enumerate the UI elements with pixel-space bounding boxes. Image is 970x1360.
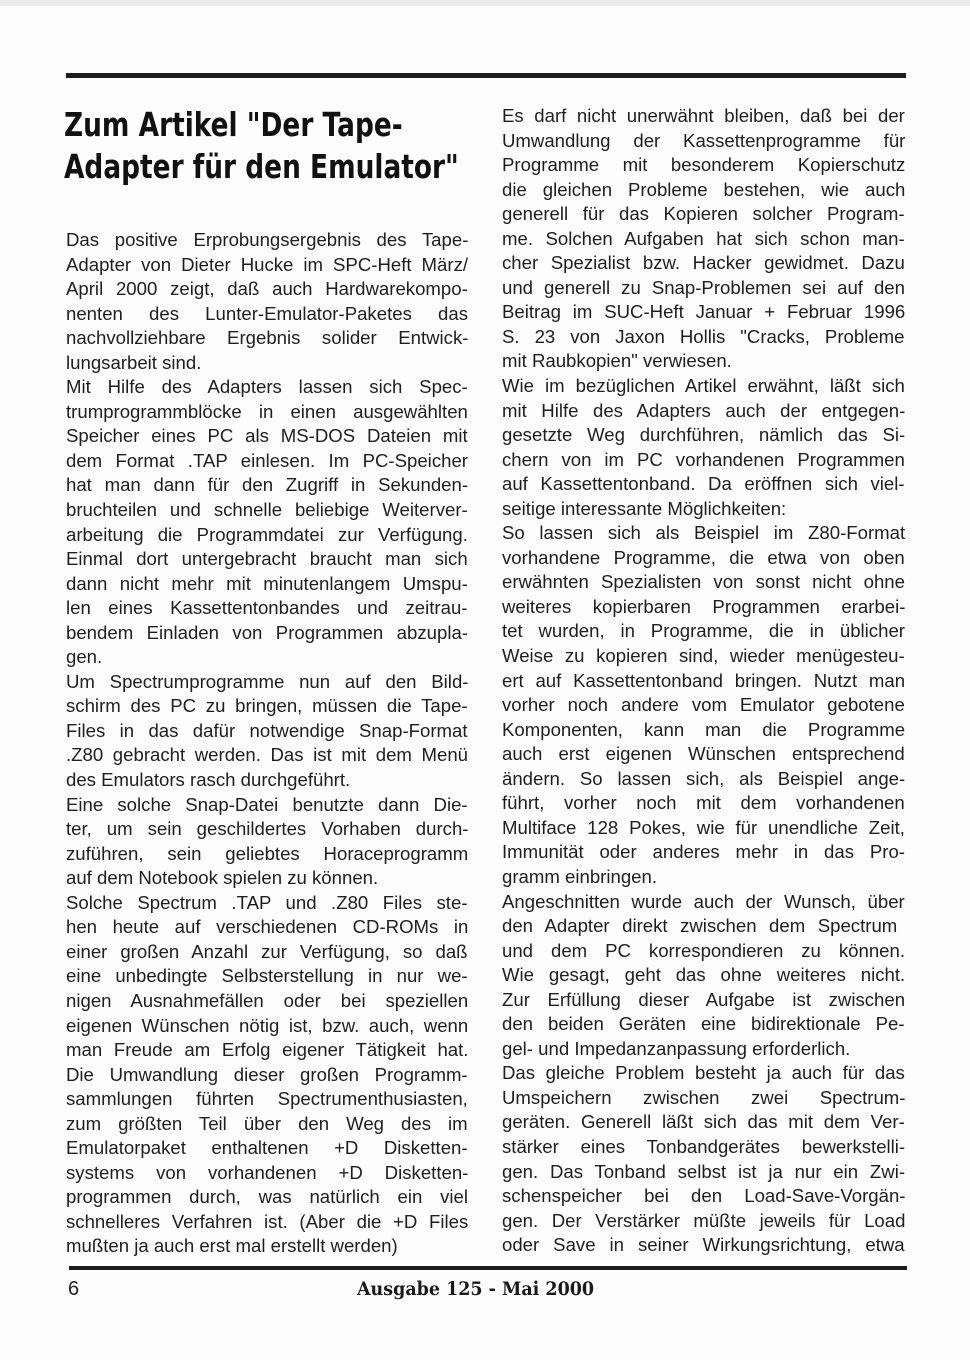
text-line: vorher noch andere vom Emulator gebotene xyxy=(502,694,905,716)
page-number: 6 xyxy=(68,1278,80,1300)
text-line: mußten ja auch erst mal erstellt werden) xyxy=(66,1235,398,1257)
text-line: len eines Kassettentonbandes und zeitrau- xyxy=(66,597,468,619)
text-line: Das positive Erprobungsergebnis des Tape- xyxy=(66,229,469,250)
text-line: gen. Das Tonband selbst ist ja nur ein Zwi- xyxy=(502,1160,906,1182)
text-line: Emulatorpaket enthaltenen +D Disketten- xyxy=(66,1137,468,1159)
left-column-text xyxy=(66,228,468,1259)
text-line: systems von vorhandenen +D Disketten- xyxy=(66,1161,469,1183)
text-line: hat man dann für den Zugriff in Sekunden- xyxy=(66,474,469,496)
text-line: generell für das Kopieren solcher Program- xyxy=(502,203,905,225)
text-line: sammlungen führten Spectrumenthusiasten, xyxy=(66,1088,468,1110)
text-line: Programme mit besonderem Kopierschutz xyxy=(502,154,906,176)
text-line: mit Raubkopien" verwiesen. xyxy=(502,350,732,372)
text-line: schenspeicher bei den Load-Save-Vorgän- xyxy=(502,1185,906,1207)
text-line: gel- und Impedanzanpassung erforderlich. xyxy=(502,1037,851,1059)
text-line: Wie im bezüglichen Artikel erwähnt, läßt sich xyxy=(502,375,905,397)
text-line: und generell zu Snap-Problemen sei auf den xyxy=(502,276,905,298)
text-line: Einmal dort untergebracht braucht man sich xyxy=(66,548,468,570)
text-line: nachvollziehbare Ergebnis solider Entwick- xyxy=(66,327,469,349)
article-title-line: Adapter für den Emulator" xyxy=(64,147,459,186)
text-line: Angeschnitten wurde auch der Wunsch, über xyxy=(502,890,905,912)
issue-label: Ausgabe 125 - Mai 2000 xyxy=(357,1278,595,1300)
text-line: führt, vorher noch mit dem vorhandenen xyxy=(502,792,905,814)
text-line: gen. xyxy=(66,646,103,668)
text-line: Umspeichern zwischen zwei Spectrum- xyxy=(502,1086,906,1108)
text-line: bendem Einladen von Programmen abzupla- xyxy=(66,621,468,643)
text-line: dann nicht mehr mit minutenlangem Umspu- xyxy=(66,572,468,594)
text-line: einer großen Anzahl zur Verfügung, so daß xyxy=(66,940,468,962)
text-line: ter, um sein geschildertes Vorhaben durch- xyxy=(66,818,469,840)
text-line: zum größten Teil über den Weg des im xyxy=(66,1112,468,1134)
text-line: tet wurden, in Programme, die in üblicher xyxy=(502,620,905,642)
footer-rule xyxy=(69,1266,907,1270)
text-line: Komponenten, kann man die Programme xyxy=(502,718,906,740)
text-line: Das gleiche Problem besteht ja auch für das xyxy=(502,1062,905,1084)
text-line: Beitrag im SUC-Heft Januar + Februar 1996 xyxy=(502,301,906,323)
text-line: hen heute auf verschiedenen CD-ROMs in xyxy=(66,916,469,938)
text-line: cher Spezialist bzw. Hacker gewidmet. Dazu xyxy=(502,252,905,274)
article-title xyxy=(64,104,459,188)
text-line: zuführen, sein geliebtes Horaceprogramm xyxy=(66,842,469,864)
text-line: den Adapter direkt zwischen dem Spectrum xyxy=(502,915,898,937)
text-line: programmen durch, was natürlich ein viel xyxy=(66,1186,468,1208)
text-line: auch erst eigenen Wünschen entsprechend xyxy=(502,743,905,765)
text-line: und dem PC korrespondieren zu können. xyxy=(502,939,906,961)
text-line: gesetzte Weg durchführen, nämlich das Si- xyxy=(502,424,906,446)
text-line: Es darf nicht unerwähnt bleiben, daß bei der xyxy=(502,105,905,126)
text-line: Mit Hilfe des Adapters lassen sich Spec- xyxy=(66,376,468,398)
text-line: ändern. So lassen sich, als Beispiel ange- xyxy=(502,767,906,789)
text-line: gramm einbringen. xyxy=(502,865,658,887)
text-line: chern von im PC vorhandenen Programmen xyxy=(502,448,905,470)
text-line: auf Kassettentonband. Da eröffnen sich viel- xyxy=(502,473,905,495)
text-line: nigen Ausnahmefällen oder bei speziellen xyxy=(66,989,469,1011)
text-line: schirm des PC zu bringen, müssen die Tape- xyxy=(66,695,468,717)
text-line: geräten. Generell läßt sich das mit dem Ver- xyxy=(502,1111,905,1133)
text-line: mit Hilfe des Adapters auch der entgegen- xyxy=(502,399,906,421)
text-line: Umwandlung der Kassettenprogramme für xyxy=(502,129,906,151)
text-line: vorhandene Programme, die etwa von oben xyxy=(502,546,905,568)
text-line: stärker eines Tonbandgerätes bewerkstelli- xyxy=(502,1135,906,1157)
text-line: nenten des Lunter-Emulator-Paketes das xyxy=(66,302,469,324)
text-line: Solche Spectrum .TAP und .Z80 Files ste- xyxy=(66,891,468,913)
text-line: So lassen sich als Beispiel im Z80-Format xyxy=(502,522,906,544)
text-line: trumprogrammblöcke in einen ausgewählten xyxy=(66,400,468,422)
text-line: oder Save in seiner Wirkungsrichtung, etwa xyxy=(502,1234,905,1256)
text-line: Zur Erfüllung dieser Aufgabe ist zwischen xyxy=(502,988,906,1010)
text-line: lungsarbeit sind. xyxy=(66,351,202,373)
text-line: bruchteilen und schnelle beliebige Weiterver- xyxy=(66,499,468,521)
text-line: Speicher eines PC als MS-DOS Dateien mit xyxy=(66,425,468,447)
text-line: S. 23 von Jaxon Hollis "Cracks, Probleme xyxy=(502,325,905,347)
text-line: ert auf Kassettentonband bringen. Nutzt man xyxy=(502,669,906,691)
text-line: man Freude am Erfolg eigener Tätigkeit hat. xyxy=(66,1039,469,1061)
text-line: Weise zu kopieren sind, wieder menügesteu- xyxy=(502,645,905,667)
text-line: April 2000 zeigt, daß auch Hardwarekompo- xyxy=(66,278,468,300)
text-line: Wie gesagt, geht das ohne weiteres nicht. xyxy=(502,964,906,986)
text-line: eigenen Wünschen nötig ist, bzw. auch, wenn xyxy=(66,1014,469,1036)
text-line: Die Umwandlung dieser großen Programm- xyxy=(66,1063,468,1085)
text-line: Um Spectrumprogramme nun auf den Bild- xyxy=(66,670,469,692)
text-line: weiteres kopierbaren Programmen erarbei- xyxy=(502,595,906,617)
text-line: seitige interessante Möglichkeiten: xyxy=(502,497,787,519)
text-line: Files in das dafür notwendige Snap-Format xyxy=(66,719,468,741)
right-column-text xyxy=(502,104,905,1258)
scan-edge-shade xyxy=(0,0,970,6)
article-title-line: Zum Artikel "Der Tape- xyxy=(64,105,403,144)
text-line: Eine solche Snap-Datei benutzte dann Die- xyxy=(66,793,468,815)
text-line: gen. Der Verstärker müßte jeweils für Load xyxy=(502,1209,906,1231)
header-rule xyxy=(66,73,906,78)
text-line: dem Format .TAP einlesen. Im PC-Speicher xyxy=(66,449,468,471)
text-line: schnelleres Verfahren ist. (Aber die +D Files xyxy=(66,1210,469,1232)
text-line: .Z80 gebracht werden. Das ist mit dem Menü xyxy=(66,744,469,766)
text-line: me. Solchen Aufgaben hat sich schon man- xyxy=(502,227,905,249)
text-line: Adapter von Dieter Hucke im SPC-Heft März/ xyxy=(66,253,469,275)
text-line: auf dem Notebook spielen zu können. xyxy=(66,867,379,889)
text-line: die gleichen Probleme bestehen, wie auch xyxy=(502,178,906,200)
text-line: den beiden Geräten eine bidirektionale Pe- xyxy=(502,1013,905,1035)
text-line: erwähnten Spezialisten von sonst nicht ohne xyxy=(502,571,905,593)
text-line: arbeitung die Programmdatei zur Verfügung. xyxy=(66,523,468,545)
text-line: des Emulators rasch durchgeführt. xyxy=(66,769,351,791)
text-line: eine unbedingte Selbsterstellung in nur we- xyxy=(66,965,468,987)
text-line: Immunität oder anderes mehr in das Pro- xyxy=(502,841,905,863)
text-line: Multiface 128 Pokes, wie für unendliche Zeit, xyxy=(502,816,905,838)
